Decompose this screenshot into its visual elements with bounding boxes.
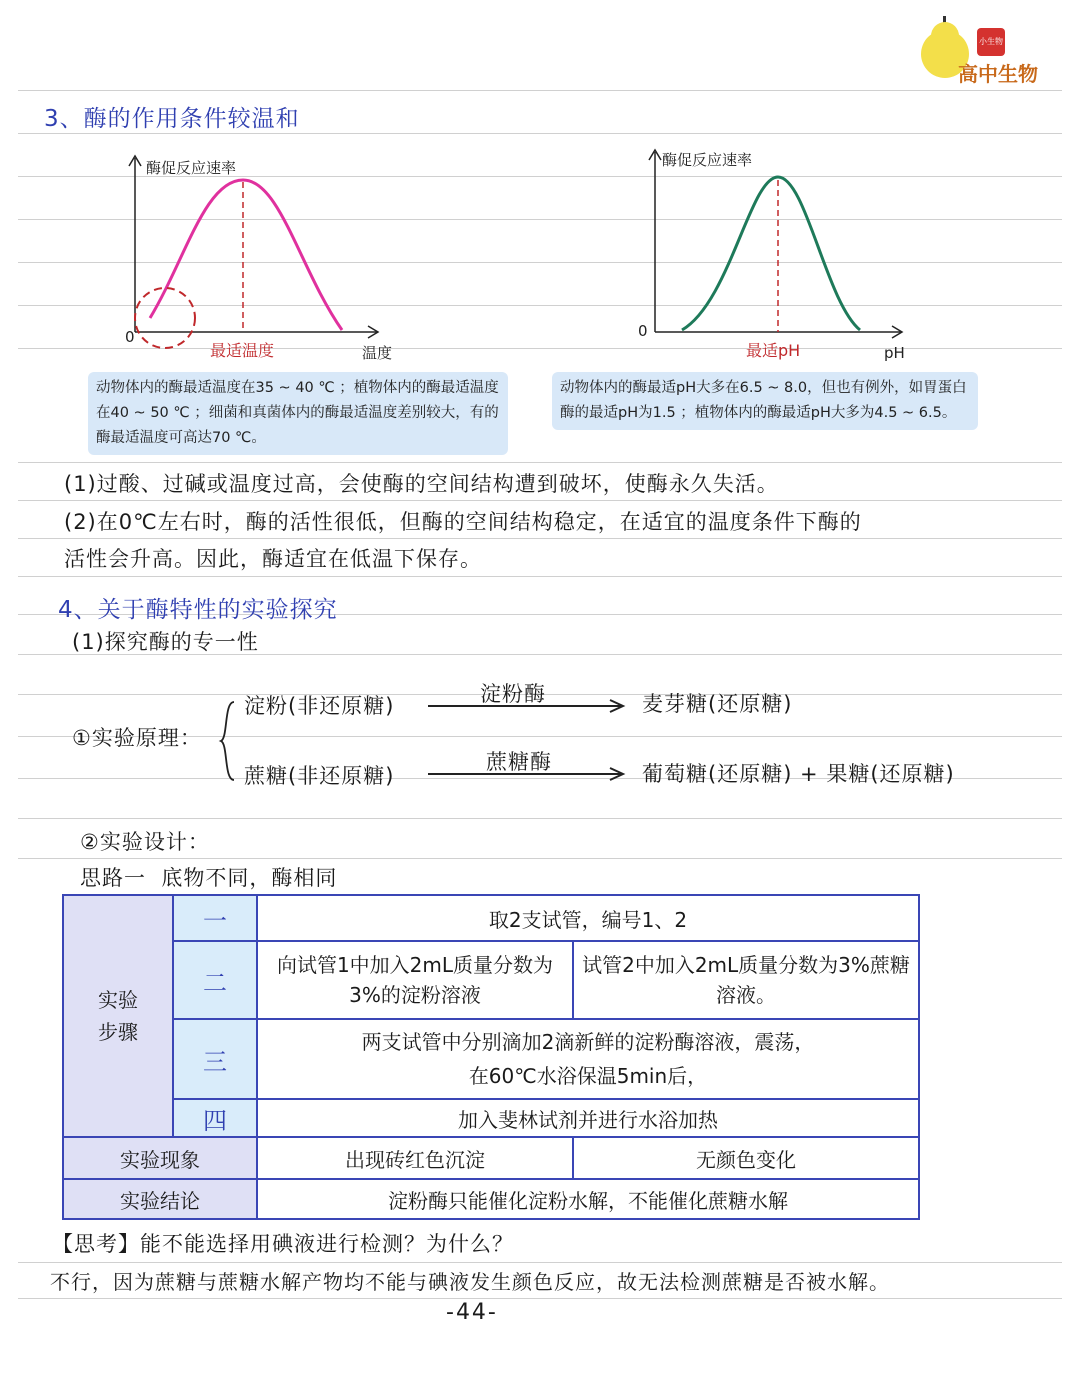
ph-optimum-label: 最适pH (746, 341, 801, 360)
ph-curve (682, 177, 860, 330)
reaction-1-arrow-icon (428, 698, 628, 714)
design-idea: 思路一 底物不同，酶相同 (80, 866, 338, 890)
think-question: 【思考】能不能选择用碘液进行检测？为什么？ (52, 1232, 514, 1256)
logo-brand-text: 高中生物 (958, 62, 1038, 86)
ruled-line (18, 818, 1062, 819)
temp-x-label: 温度 (362, 344, 393, 362)
step-4-number: 四 (173, 1099, 257, 1137)
ruled-line (18, 462, 1062, 463)
step-1-text: 取2支试管，编号1、2 (257, 895, 919, 941)
point-1: (1)过酸、过碱或温度过高，会使酶的空间结构遭到破坏，使酶永久失活。 (64, 472, 779, 496)
phenomenon-left: 出现砖红色沉淀 (257, 1137, 573, 1179)
curly-brace-icon (218, 698, 238, 784)
reaction-1-product: 麦芽糖(还原糖) (642, 692, 793, 716)
temp-origin: 0 (125, 328, 135, 346)
conclusion-header: 实验结论 (63, 1179, 257, 1219)
experiment-table (62, 894, 920, 1220)
ruled-line (18, 500, 1062, 501)
ph-chart (640, 142, 920, 352)
temp-optimum-label: 最适温度 (210, 341, 275, 360)
ruled-line (18, 1298, 1062, 1299)
section-4-title: 4、关于酶特性的实验探究 (58, 597, 338, 623)
logo-badge: 小生物 (977, 28, 1005, 56)
step-3-line-1: 两支试管中分别滴加2滴新鲜的淀粉酶溶液，震荡， (361, 1030, 815, 1054)
point-2-line-2: 活性会升高。因此，酶适宜在低温下保存。 (64, 547, 482, 571)
ruled-line (18, 576, 1062, 577)
temp-y-label: 酶促反应速率 (146, 159, 237, 177)
page-number: -44- (446, 1300, 498, 1325)
think-answer: 不行，因为蔗糖与蔗糖水解产物均不能与碘液发生颜色反应，故无法检测蔗糖是否被水解。 (50, 1270, 890, 1294)
ph-note-box: 动物体内的酶最适pH大多在6.5 ~ 8.0，但也有例外，如胃蛋白酶的最适pH为1.5 ；植物体内的酶最适pH大多为4.5 ~ 6.5。 (552, 372, 978, 430)
low-temp-circle (135, 288, 195, 348)
steps-header: 实验 步骤 (63, 895, 173, 1137)
section-3-title: 3、酶的作用条件较温和 (44, 106, 300, 132)
step-2-number: 二 (173, 941, 257, 1019)
temp-note-box: 动物体内的酶最适温度在35 ~ 40 ℃ ；植物体内的酶最适温度在40 ~ 50 ℃ ；细菌和真菌体内的酶最适温度差别较大，有的酶最适温度可高达70 ℃。 (88, 372, 508, 455)
reaction-1-substrate: 淀粉(非还原糖) (244, 694, 395, 718)
reaction-1-enzyme: 淀粉酶 (480, 682, 546, 706)
ruled-line (18, 538, 1062, 539)
step-3-line-2: 在60℃水浴保温5min后， (468, 1064, 708, 1088)
temperature-chart (120, 150, 420, 370)
principle-label: ①实验原理： (72, 726, 202, 750)
conclusion-text: 淀粉酶只能催化淀粉水解，不能催化蔗糖水解 (257, 1179, 919, 1219)
step-2-left: 向试管1中加入2mL质量分数为3%的淀粉溶液 (257, 941, 573, 1019)
ph-x-label: pH (884, 344, 905, 362)
step-2-right: 试管2中加入2mL质量分数为3%蔗糖溶液。 (573, 941, 919, 1019)
step-3-number: 三 (173, 1019, 257, 1099)
reaction-2-enzyme: 蔗糖酶 (486, 750, 552, 774)
ruled-line (18, 1262, 1062, 1263)
ruled-line (18, 90, 1062, 91)
reaction-2-substrate: 蔗糖(非还原糖) (244, 764, 395, 788)
phenomenon-header: 实验现象 (63, 1137, 257, 1179)
ruled-line (18, 858, 1062, 859)
reaction-2-product: 葡萄糖(还原糖) + 果糖(还原糖) (642, 762, 955, 786)
subsection-1-title: (1)探究酶的专一性 (72, 630, 259, 654)
ruled-line (18, 133, 1062, 134)
ph-origin: 0 (638, 322, 648, 340)
step-4-text: 加入斐林试剂并进行水浴加热 (257, 1099, 919, 1137)
point-2-line-1: (2)在0℃左右时，酶的活性很低，但酶的空间结构稳定，在适宜的温度条件下酶的 (64, 510, 862, 534)
phenomenon-right: 无颜色变化 (573, 1137, 919, 1179)
design-label: ②实验设计： (80, 830, 210, 854)
ph-y-label: 酶促反应速率 (662, 151, 753, 169)
step-3-text (257, 1019, 919, 1099)
temp-curve (150, 180, 342, 330)
reaction-2-arrow-icon (428, 766, 628, 782)
step-1-number: 一 (173, 895, 257, 941)
